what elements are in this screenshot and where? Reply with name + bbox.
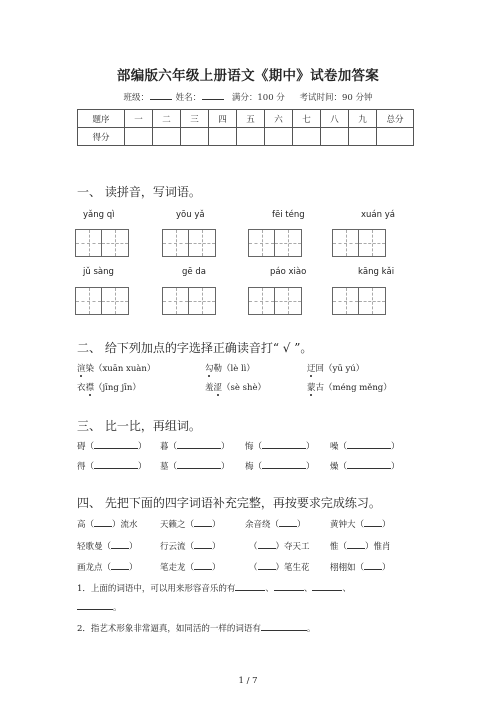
- dotted-char: 涩: [213, 383, 223, 393]
- separator: 、: [342, 584, 351, 594]
- answer-blank[interactable]: [262, 460, 306, 469]
- idiom-part: 行云流（: [160, 542, 195, 552]
- idiom-part: 惟（: [330, 542, 348, 552]
- idiom-item[interactable]: [160, 540, 221, 552]
- item-options: （sè shè）: [222, 383, 266, 393]
- pronunciation-item[interactable]: [307, 381, 392, 393]
- pinyin-label: yǎng qì: [83, 210, 115, 220]
- idiom-blank[interactable]: [347, 540, 365, 549]
- writing-grid[interactable]: [248, 229, 302, 257]
- idiom-blank[interactable]: [258, 561, 276, 570]
- idiom-part: ）夺天工: [275, 542, 310, 552]
- paren-open: （: [168, 442, 178, 452]
- idiom-blank[interactable]: [194, 518, 212, 527]
- question-1-continued: [77, 601, 122, 613]
- exam-info: [0, 91, 496, 103]
- section3-heading: 三、 比一比，再组词。: [77, 419, 201, 433]
- score-cell[interactable]: [209, 128, 237, 146]
- idiom-part: ）: [382, 520, 391, 530]
- paren-close: ）: [306, 442, 315, 452]
- pronunciation-item[interactable]: [205, 381, 266, 393]
- paren-close: ）: [138, 462, 147, 472]
- pronunciation-item[interactable]: [205, 362, 255, 374]
- pinyin-label: fēi téng: [272, 210, 305, 220]
- idiom-part: 高（: [77, 520, 95, 530]
- score-header-cell: 二: [153, 110, 181, 128]
- compare-item[interactable]: [245, 460, 315, 472]
- score-table-header-row: [78, 110, 414, 128]
- writing-grid[interactable]: [332, 287, 386, 315]
- compare-item[interactable]: [77, 440, 147, 452]
- period: 。: [306, 624, 316, 634]
- paren-close: ）: [391, 462, 400, 472]
- score-header-cell: 六: [265, 110, 293, 128]
- idiom-blank[interactable]: [194, 540, 212, 549]
- paren-open: （: [85, 442, 95, 452]
- score-cell[interactable]: [181, 128, 209, 146]
- idiom-blank[interactable]: [364, 518, 382, 527]
- pronunciation-item[interactable]: [77, 381, 141, 393]
- item-options: 染（xuān xuàn）: [85, 364, 156, 374]
- idiom-part: 栩栩如（: [330, 563, 365, 573]
- idiom-part: ）: [212, 542, 221, 552]
- compare-char: 碍: [77, 442, 86, 452]
- score-header-cell: 七: [293, 110, 321, 128]
- separator: 、: [303, 584, 313, 594]
- page-number: 1 / 7: [238, 676, 258, 686]
- compare-char: 得: [77, 462, 86, 472]
- answer-blank[interactable]: [262, 440, 306, 449]
- idiom-part: ）: [129, 563, 138, 573]
- compare-char: 墓: [160, 462, 169, 472]
- idiom-blank[interactable]: [111, 561, 129, 570]
- score-header-cell: 一: [125, 110, 153, 128]
- score-header-cell: 三: [181, 110, 209, 128]
- question-1-text: 1．上面的词语中，可以用来形容音乐的有: [77, 584, 236, 594]
- idiom-item[interactable]: [249, 561, 310, 573]
- item-options: 古（méng měng）: [315, 383, 392, 393]
- score-label: 满分：100 分: [231, 93, 285, 103]
- score-cell[interactable]: [125, 128, 153, 146]
- dotted-char: 迂: [307, 364, 316, 374]
- idiom-blank[interactable]: [111, 540, 129, 549]
- paren-open: （: [85, 462, 95, 472]
- dotted-char: 蒙: [307, 383, 316, 393]
- idiom-part: ）: [297, 520, 306, 530]
- idiom-part: 余音绕（: [245, 520, 280, 530]
- idiom-part: 黄钟大（: [330, 520, 365, 530]
- section2-heading: 二、 给下列加点的字选择正确读音打“ √ ”。: [77, 341, 313, 355]
- idiom-blank[interactable]: [94, 518, 112, 527]
- pinyin-label: kāng kǎi: [358, 267, 395, 277]
- score-cell[interactable]: [349, 128, 377, 146]
- answer-blank[interactable]: [235, 582, 265, 591]
- question-1: [77, 582, 351, 594]
- score-header-cell: 题序: [78, 110, 125, 128]
- score-row-label: 得分: [78, 128, 125, 146]
- item-options: 回（yū yú）: [315, 364, 365, 374]
- score-cell[interactable]: [377, 128, 414, 146]
- idiom-part: 天籁之（: [160, 520, 195, 530]
- idiom-part: ）惟肖: [365, 542, 391, 552]
- page-title: 部编版六年级上册语文《期中》试卷加答案: [116, 68, 380, 84]
- item-options: （jīng jīn）: [94, 383, 141, 393]
- paren-close: ）: [221, 462, 230, 472]
- answer-blank[interactable]: [77, 601, 113, 610]
- item-text: 羞: [205, 383, 214, 393]
- paren-close: ）: [138, 442, 147, 452]
- idiom-blank[interactable]: [279, 518, 297, 527]
- score-cell[interactable]: [321, 128, 349, 146]
- writing-grid[interactable]: [75, 287, 129, 315]
- dotted-char: 襟: [85, 383, 95, 393]
- idiom-part: （: [249, 563, 258, 573]
- answer-blank[interactable]: [261, 622, 307, 631]
- writing-grid[interactable]: [75, 229, 129, 257]
- idiom-item[interactable]: [77, 561, 138, 573]
- pinyin-label: jǔ sàng: [83, 267, 114, 277]
- answer-blank[interactable]: [94, 460, 138, 469]
- dotted-char: 勾: [205, 364, 214, 374]
- idiom-item[interactable]: [77, 518, 138, 530]
- idiom-item[interactable]: [245, 518, 306, 530]
- compare-item[interactable]: [160, 460, 230, 472]
- answer-blank[interactable]: [94, 440, 138, 449]
- idiom-item[interactable]: [160, 561, 221, 573]
- answer-blank[interactable]: [177, 440, 221, 449]
- idiom-part: ）: [212, 520, 221, 530]
- compare-char: 噪: [330, 442, 339, 452]
- answer-blank[interactable]: [274, 582, 304, 591]
- section1-heading: 一、 读拼音，写词语。: [77, 185, 201, 199]
- idiom-blank[interactable]: [364, 561, 382, 570]
- idiom-part: ）: [212, 563, 221, 573]
- idiom-item[interactable]: [249, 540, 310, 552]
- idiom-item[interactable]: [330, 561, 391, 573]
- paren-close: ）: [391, 442, 400, 452]
- answer-blank[interactable]: [177, 460, 221, 469]
- writing-grid[interactable]: [332, 229, 386, 257]
- paren-open: （: [168, 462, 178, 472]
- idiom-blank[interactable]: [194, 561, 212, 570]
- question-2-text: 2．指艺术形象非常逼真，如同活的一样的词语有: [77, 624, 261, 634]
- idiom-part: （: [249, 542, 258, 552]
- score-table-score-row: [78, 128, 414, 146]
- pinyin-label: xuán yá: [361, 210, 395, 220]
- paren-open: （: [338, 462, 348, 472]
- answer-blank[interactable]: [312, 582, 342, 591]
- writing-grid[interactable]: [162, 229, 216, 257]
- idiom-item[interactable]: [160, 518, 221, 530]
- score-header-cell: 五: [237, 110, 265, 128]
- class-label: 班级：: [123, 93, 149, 103]
- score-header-cell: 八: [321, 110, 349, 128]
- dotted-char: 渲: [77, 364, 86, 374]
- score-cell[interactable]: [153, 128, 181, 146]
- idiom-part: ）笔生花: [275, 563, 310, 573]
- name-label: 姓名：: [175, 93, 202, 103]
- idiom-part: ）: [129, 542, 138, 552]
- score-cell[interactable]: [237, 128, 265, 146]
- compare-item[interactable]: [330, 460, 400, 472]
- idiom-item[interactable]: [330, 540, 391, 552]
- item-text: 衣: [77, 383, 86, 393]
- period: 。: [113, 603, 122, 613]
- idiom-item[interactable]: [77, 540, 138, 552]
- section4-heading: 四、 先把下面的四字词语补充完整，再按要求完成练习。: [77, 496, 381, 510]
- score-header-cell: 总分: [377, 110, 414, 128]
- compare-item[interactable]: [330, 440, 400, 452]
- writing-grid[interactable]: [248, 287, 302, 315]
- paren-close: ）: [306, 462, 315, 472]
- class-blank[interactable]: [150, 91, 172, 100]
- score-table: [77, 109, 414, 146]
- item-options: 勒（lè lì）: [213, 364, 255, 374]
- compare-item[interactable]: [245, 440, 315, 452]
- idiom-part: ）流水: [112, 520, 138, 530]
- idiom-part: 画龙点（: [77, 563, 112, 573]
- paren-open: （: [253, 462, 263, 472]
- score-header-cell: 四: [209, 110, 237, 128]
- compare-item[interactable]: [160, 440, 230, 452]
- separator: 、: [265, 584, 274, 594]
- idiom-item[interactable]: [330, 518, 391, 530]
- score-cell[interactable]: [265, 128, 293, 146]
- pinyin-label: páo xiào: [270, 267, 307, 277]
- name-blank[interactable]: [202, 91, 224, 100]
- compare-item[interactable]: [77, 460, 147, 472]
- score-header-cell: 九: [349, 110, 377, 128]
- pinyin-label: yōu yǎ: [176, 210, 205, 220]
- score-cell[interactable]: [293, 128, 321, 146]
- pronunciation-item[interactable]: [307, 362, 364, 374]
- answer-blank[interactable]: [347, 440, 391, 449]
- compare-char: 燥: [330, 462, 339, 472]
- pinyin-label: gē da: [182, 267, 206, 277]
- paren-open: （: [253, 442, 263, 452]
- idiom-part: 笔走龙（: [160, 563, 195, 573]
- compare-char: 暮: [160, 442, 169, 452]
- paren-open: （: [338, 442, 348, 452]
- idiom-part: 轻歌曼（: [77, 542, 112, 552]
- paren-close: ）: [221, 442, 230, 452]
- idiom-blank[interactable]: [258, 540, 276, 549]
- idiom-part: ）: [382, 563, 391, 573]
- time-label: 考试时间：90 分钟: [299, 93, 373, 103]
- pronunciation-item[interactable]: [77, 362, 155, 374]
- compare-char: 梅: [245, 462, 254, 472]
- compare-char: 悔: [245, 442, 254, 452]
- writing-grid[interactable]: [162, 287, 216, 315]
- answer-blank[interactable]: [347, 460, 391, 469]
- question-2: [77, 622, 315, 634]
